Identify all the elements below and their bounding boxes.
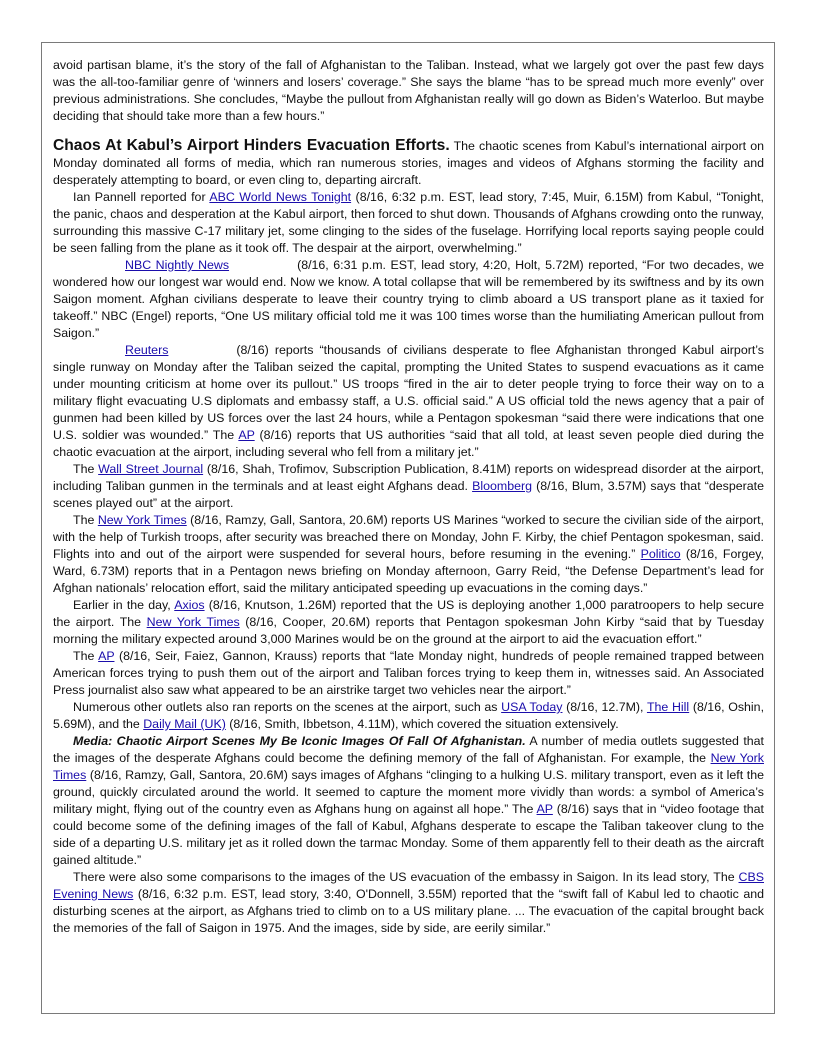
text: (8/16, 6:32 p.m. EST, lead story, 7:45, Muir, 6.15M) from Kabul, “Tonight, the panic, chaos and desperation at the Kabul airport, then forced to shut down. Thousands of Afghans crowding onto the runway, surrounding this massive C-17 military jet, some clinging to the sides of the fuselage. Horrifying local reports saying people could be seen falling from the plane as it took off. The despair at the airport, overwhelming.” — [53, 190, 764, 255]
text: (8/16) says that in “video footage that could become some of the defining images of the fall of Kabul, Afghans desperate to escape the Taliban takeover clung to the side of a departing U.S. military jet as it rolled down the tarmac Monday. Some of them apparently fell to their death as the aircraft gained altitude.” — [53, 802, 764, 867]
text: There were also some comparisons to the images of the US evacuation of the embassy in Saigon. In its lead story, The — [73, 870, 739, 884]
text: (8/16, Shah, Trofimov, Subscription Publication, 8.41M) reports on widespread disorder at the airport, including Taliban gunmen in the terminals and at least eight Afghans dead. — [53, 462, 764, 493]
link-new-york-times[interactable]: New York Times — [146, 615, 240, 629]
text: The — [73, 649, 99, 663]
link-politico[interactable]: Politico — [640, 547, 681, 561]
text: Earlier in the day, — [73, 598, 175, 612]
text: (8/16, Blum, 3.57M) says that “desperate scenes played out” at the airport. — [53, 479, 764, 510]
text: (8/16, Oshin, 5.69M), and the — [53, 700, 765, 731]
text: Ian Pannell reported for — [73, 190, 210, 204]
text: (8/16, Ramzy, Gall, Santora, 20.6M) reports US Marines “worked to secure the civilian side of the airport, with the help of Turkish troops, after security was breached there on Monday, John F. Kirby, the chief Pentagon spokesman, said. Flights into and out of the airport were suspended for several hours, before resuming in the evening.” — [53, 513, 764, 561]
article-body — [53, 57, 764, 937]
text: (8/16, Cooper, 20.6M) reports that Pentagon spokesman John Kirby “said that by Tuesday morning the military expected around 3,000 Marines would be on the ground at the airport to aid the evacuation effort.” — [53, 615, 764, 646]
link-daily-mail[interactable]: Daily Mail (UK) — [143, 717, 226, 731]
link-cbs-evening-news[interactable]: CBS Evening News — [53, 870, 764, 901]
link-ap[interactable]: AP — [536, 802, 553, 816]
text: (8/16, Ramzy, Gall, Santora, 20.6M) says images of Afghans “clinging to a hulking U.S. military transport, even as it left the ground, quickly circulated around the world. It seemed to capture the moment more vividly than words: a symbol of America’s military might, flying out of the country even as Afghans hung on against all hope.” The — [53, 768, 764, 816]
text: (8/16) reports that US authorities “said that all told, at least seven people died during the chaotic evacuation at the airport, including several who fell from a military jet.” — [53, 428, 764, 459]
paragraph-ap — [53, 648, 764, 699]
text: (8/16, 6:31 p.m. EST, lead story, 4:20, Holt, 5.72M) reported, “For two decades, we wondered how our longest war would end. Now we know. A total collapse that will be remembered by its swiftness and by its own Saigon moment. Afghan civilians desperate to leave their country trying to climb aboard a US transport plane as it taxied for takeoff.” NBC (Engel) reports, “One US military official told me it was 100 times worse than the humiliating American pullout from Saigon.” — [53, 258, 764, 340]
text: (8/16, Smith, Ibbetson, 4.11M), which covered the situation extensively. — [225, 717, 619, 731]
link-bloomberg[interactable]: Bloomberg — [472, 479, 532, 493]
section-lead-paragraph — [53, 137, 764, 189]
link-wall-street-journal[interactable]: Wall Street Journal — [98, 462, 204, 476]
link-axios[interactable]: Axios — [174, 598, 205, 612]
link-new-york-times[interactable]: New York Times — [97, 513, 187, 527]
text: The — [73, 462, 99, 476]
paragraph-wsj — [53, 461, 764, 512]
text: (8/16, Knutson, 1.26M) reported that the US is deploying another 1,000 paratroopers to help secure the airport. The — [53, 598, 765, 629]
paragraph-iconic-images — [53, 733, 764, 869]
paragraph-axios — [53, 597, 764, 648]
section-headline: Chaos At Kabul’s Airport Hinders Evacuation Efforts. — [53, 137, 450, 154]
link-ap[interactable]: AP — [98, 649, 115, 663]
subhead: Media: Chaotic Airport Scenes My Be Iconic Images Of Fall Of Afghanistan. — [73, 734, 526, 748]
paragraph-nyt — [53, 512, 764, 597]
text: Numerous other outlets also ran reports on the scenes at the airport, such as — [73, 700, 502, 714]
text: A number of media outlets suggested that the images of the desperate Afghans could become the defining memory of the fall of Afghanistan. For example, the — [53, 734, 764, 765]
text: (8/16, Seir, Faiez, Gannon, Krauss) reports that “late Monday night, hundreds of people remained trapped between American forces trying to push them out of the airport and Taliban forces trying to keep them in, witnesses said. An Associated Press journalist also saw what appeared to be an airstrike target two vehicles near the airport.” — [53, 649, 764, 697]
link-the-hill[interactable]: The Hill — [646, 700, 690, 714]
link-usa-today[interactable]: USA Today — [501, 700, 563, 714]
paragraph-cbs — [53, 869, 764, 937]
link-nbc-nightly-news[interactable]: NBC Nightly News — [125, 258, 230, 272]
link-abc-world-news-tonight[interactable]: ABC World News Tonight — [209, 190, 352, 204]
text: The — [73, 513, 98, 527]
intro-text: avoid partisan blame, it’s the story of the fall of Afghanistan to the Taliban. Instead, what we largely got over the past few days was the all-too-familiar genre of ‘winners and losers’ coverage.” She says the blame “has to be spread much more evenly” over previous administrations. She concludes, “Maybe the pullout from Afghanistan really will go down as Biden’s Waterloo. But maybe deciding that should take more than a few hours.” — [53, 58, 764, 123]
paragraph-nbc — [53, 257, 764, 342]
paragraph-other-outlets — [53, 699, 764, 733]
text: (8/16, Forgey, Ward, 6.73M) reports that in a Pentagon news briefing on Monday afternoon, Garry Reid, “the Defense Department’s lead for Afghan nationals’ relocation effort, said the military anticipated speeding up evacuations in the coming days.” — [53, 547, 764, 595]
link-ap[interactable]: AP — [238, 428, 255, 442]
link-reuters[interactable]: Reuters — [125, 343, 169, 357]
paragraph-abc — [53, 189, 764, 257]
paragraph-reuters — [53, 342, 764, 461]
section-lead-text: The chaotic scenes from Kabul’s international airport on Monday dominated all forms of media, which ran numerous stories, images and videos of Afghans storming the facility and desperately attempting to board, or even cling to, departing aircraft. — [53, 139, 764, 187]
text: (8/16, 6:32 p.m. EST, lead story, 3:40, O'Donnell, 3.55M) reported that the “swift fall of Kabul led to chaotic and disturbing scenes at the airport, as Afghans tried to climb on to a US military plane. ... The evacuation of the capital brought back the memories of the fall of Saigon in 1975. And the images, side by side, are eerily similar.” — [53, 887, 764, 935]
text: (8/16) reports “thousands of civilians desperate to flee Afghanistan thronged Kabul airport’s single runway on Monday after the Taliban seized the capital, prompting the United States to suspend evacuations as it came under mounting criticism at home over its pullout.” US troops “fired in the air to deter people trying to force their way on to a military flight evacuating U.S diplomats and embassy staff, a U.S. official said.” A US official told the news agency that a pair of gunmen had been killed by US forces over the last 24 hours, while a Pentagon spokesman “said there were indications that one U.S. soldier was wounded.” The — [53, 343, 764, 442]
intro-paragraph — [53, 57, 764, 125]
text: (8/16, 12.7M), — [562, 700, 647, 714]
link-new-york-times[interactable]: New York Times — [53, 751, 764, 782]
